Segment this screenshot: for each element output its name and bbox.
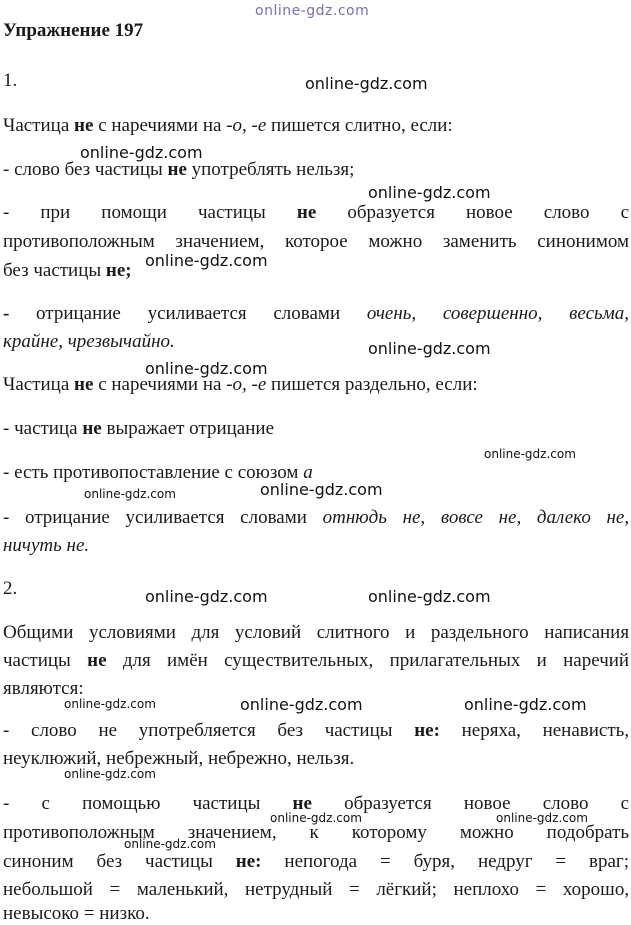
watermark: online-gdz.com bbox=[496, 811, 588, 825]
watermark: online-gdz.com bbox=[368, 587, 491, 606]
s1-rule-3-line-1: - отрицание усиливается словами очень, совершенно, весьма, bbox=[3, 303, 630, 324]
s2-rule-1-line-2: неуклюжий, небрежный, небрежно, нельзя. bbox=[3, 748, 355, 769]
section-number-1: 1. bbox=[3, 70, 18, 91]
section-number-2: 2. bbox=[3, 578, 18, 599]
s2-rule-2-line-3: синоним без частицы не: непогода = буря, недруг = враг; bbox=[3, 851, 630, 872]
s1-rule-1: - слово без частицы не употреблять нельзя; bbox=[3, 159, 355, 180]
s1-rule-3-line-2: крайне, чрезвычайно. bbox=[3, 331, 175, 352]
watermark: online-gdz.com bbox=[80, 143, 203, 162]
watermark: online-gdz.com bbox=[368, 183, 491, 202]
s1-intro-2: Частица не с наречиями на -о, -е пишется раздельно, если: bbox=[3, 374, 478, 395]
s1-rule-2-line-1: - при помощи частицы не образуется новое слово с bbox=[3, 202, 630, 223]
s2-rule-2-line-2: противоположным значением, к которому можно подобрать bbox=[3, 822, 630, 843]
watermark: online-gdz.com bbox=[124, 837, 216, 851]
watermark: online-gdz.com bbox=[145, 359, 268, 378]
watermark: online-gdz.com bbox=[64, 767, 156, 781]
s2-intro-line-2: частицы не для имён существительных, прилагательных и наречий bbox=[3, 650, 630, 671]
s1-intro: Частица не с наречиями на -о, -е пишется слитно, если: bbox=[3, 115, 453, 136]
watermark: online-gdz.com bbox=[145, 251, 268, 270]
s2-rule-2-line-1: - с помощью частицы не образуется новое слово с bbox=[3, 793, 630, 814]
s1-rule-2-line-3: без частицы не; bbox=[3, 260, 132, 281]
s1-rule-6-line-2: ничуть не. bbox=[3, 535, 90, 556]
s2-rule-2-line-4: небольшой = маленький, нетрудный = лёгкий; неплохо = хорошо, bbox=[3, 879, 630, 900]
watermark: online-gdz.com bbox=[368, 339, 491, 358]
watermark: online-gdz.com bbox=[305, 74, 428, 93]
s1-rule-5: - есть противопоставление с союзом а bbox=[3, 462, 313, 483]
s1-rule-6-line-1: - отрицание усиливается словами отнюдь не, вовсе не, далеко не, bbox=[3, 507, 630, 528]
header-watermark: online-gdz.com bbox=[255, 3, 370, 19]
s2-rule-2-line-5: невысоко = низко. bbox=[3, 903, 150, 924]
watermark: online-gdz.com bbox=[464, 695, 587, 714]
s2-rule-1-line-1: - слово не употребляется без частицы не: неряха, ненависть, bbox=[3, 720, 630, 741]
watermark: online-gdz.com bbox=[484, 447, 576, 461]
s2-intro-line-3: являются: bbox=[3, 678, 84, 699]
s1-rule-4: - частица не выражает отрицание bbox=[3, 418, 275, 439]
watermark: online-gdz.com bbox=[84, 487, 176, 501]
watermark: online-gdz.com bbox=[64, 697, 156, 711]
watermark: online-gdz.com bbox=[260, 480, 383, 499]
watermark: online-gdz.com bbox=[270, 811, 362, 825]
exercise-title: Упражнение 197 bbox=[3, 20, 144, 41]
watermark: online-gdz.com bbox=[240, 695, 363, 714]
s2-intro-line-1: Общими условиями для условий слитного и раздельного написания bbox=[3, 622, 630, 643]
watermark: online-gdz.com bbox=[145, 587, 268, 606]
s1-rule-2-line-2: противоположным значением, которое можно заменить синонимом bbox=[3, 231, 630, 252]
